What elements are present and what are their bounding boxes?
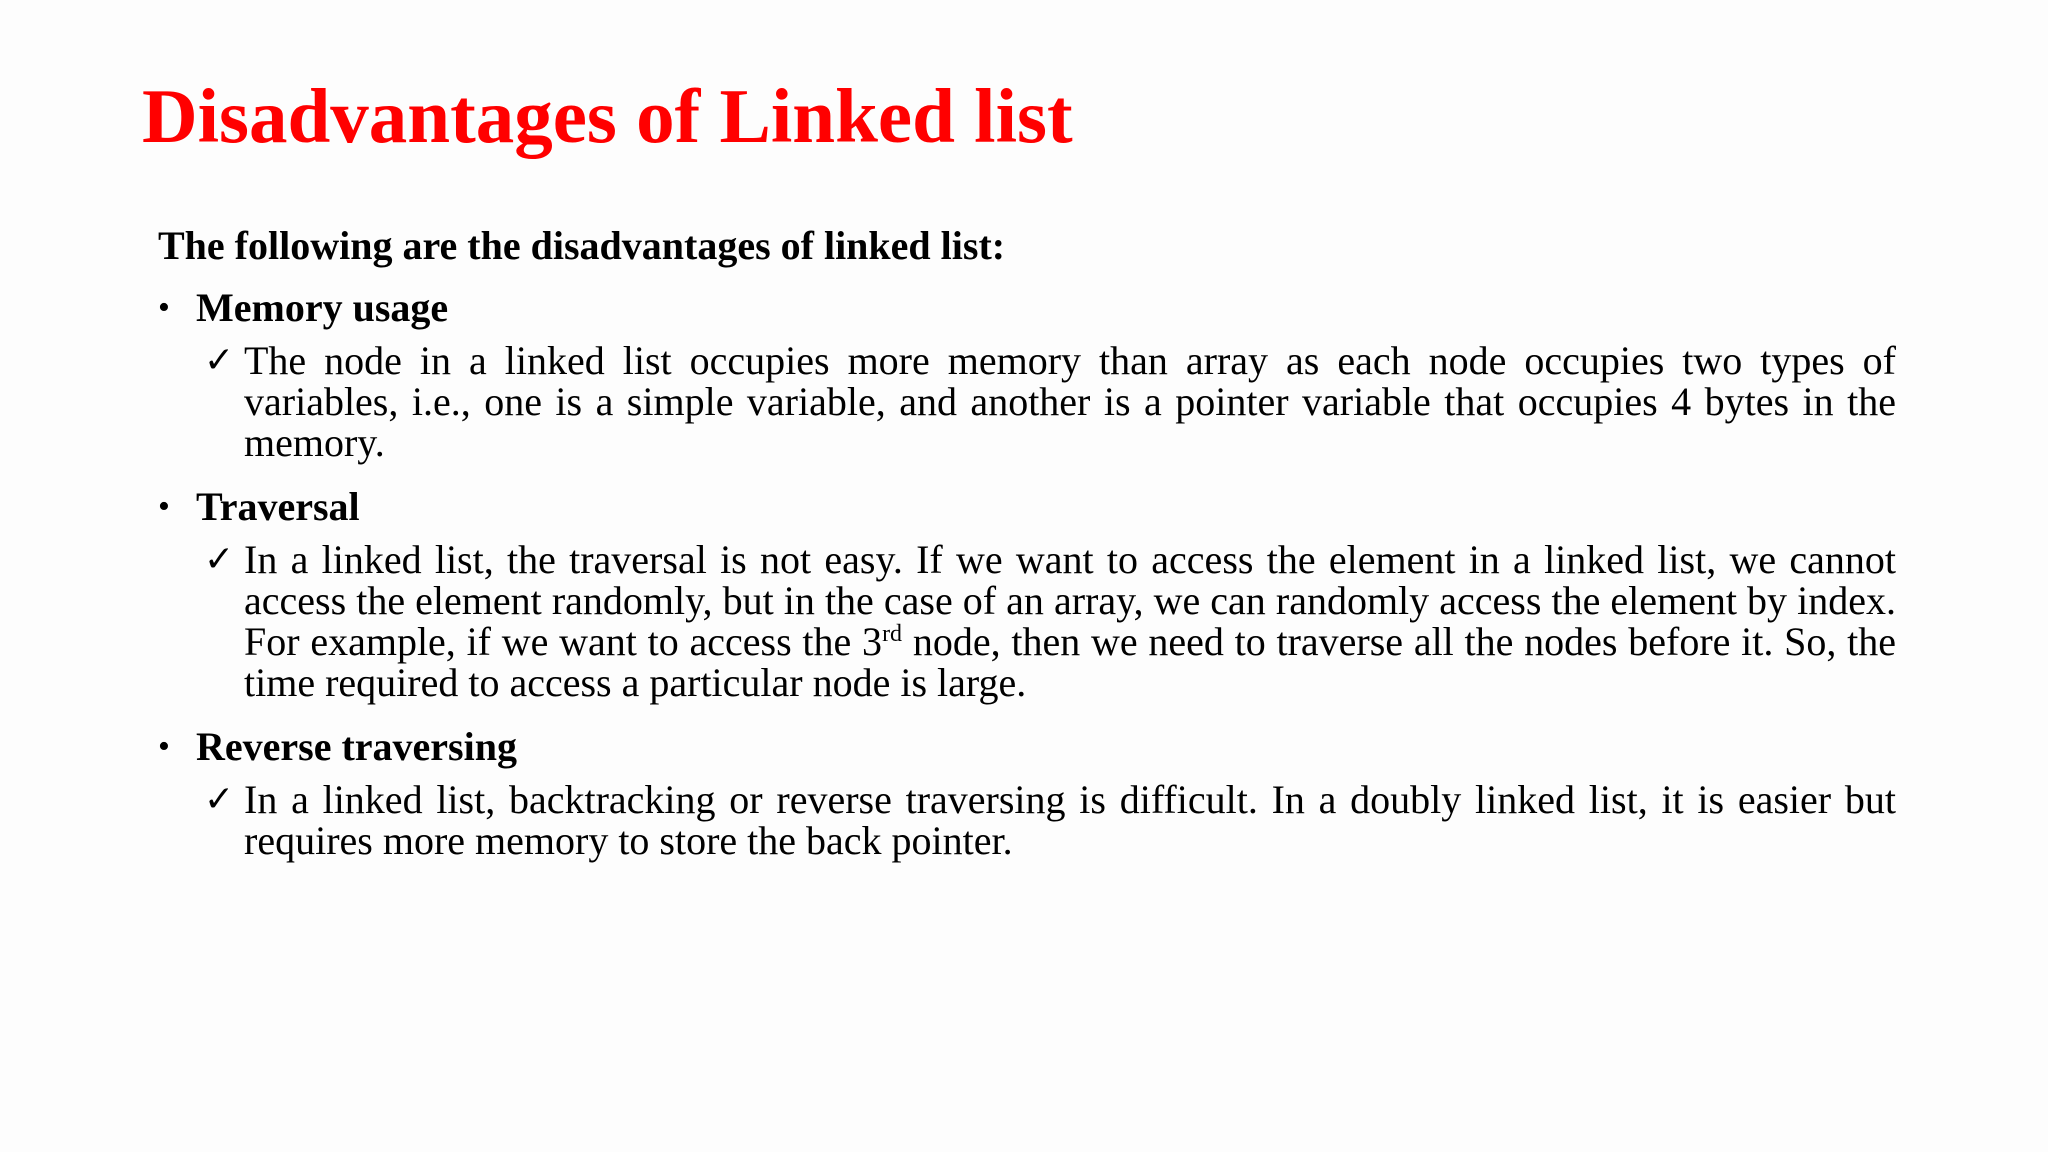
bullet-icon: • [158, 289, 170, 326]
section-memory-usage [158, 280, 1896, 463]
intro-text: The following are the disadvantages of linked list: [158, 223, 1006, 268]
detail-text: In a linked list, the traversal is not easy. If we want to access the element in a linked list, we cannot access the element randomly, but in the case of an array, we can randomly access the element by index. For example, if we want to access the 3 [244, 537, 1896, 664]
section-heading [158, 280, 1896, 336]
slide-content [158, 218, 1896, 877]
detail-text: In a linked list, backtracking or reverse traversing is difficult. In a doubly linked list, it is easier but requires more memory to store the back pointer. [244, 777, 1896, 863]
checkmark-icon: ✓ [204, 779, 235, 820]
section-traversal [158, 479, 1896, 703]
detail-text-continued: node, then we need to traverse all the nodes before it. So, the time required to access a particular node is large. [244, 619, 1897, 705]
section-detail [158, 779, 1896, 861]
section-heading [158, 479, 1896, 535]
heading-label: Traversal [196, 484, 360, 529]
checkmark-icon: ✓ [204, 539, 235, 580]
ordinal-superscript: rd [882, 621, 903, 647]
heading-label: Memory usage [196, 285, 449, 330]
section-reverse-traversing [158, 719, 1896, 861]
heading-label: Reverse traversing [196, 724, 517, 769]
slide-title: Disadvantages of Linked list [142, 73, 1073, 159]
section-detail [158, 539, 1896, 703]
bullet-icon: • [158, 488, 170, 525]
bullet-icon: • [158, 728, 170, 765]
detail-text: The node in a linked list occupies more memory than array as each node occupies two types of variables, i.e., one is a simple variable, and another is a pointer variable that occupies 4 bytes in the memory. [244, 338, 1896, 465]
section-heading [158, 719, 1896, 775]
checkmark-icon: ✓ [204, 340, 235, 381]
section-detail [158, 340, 1896, 463]
